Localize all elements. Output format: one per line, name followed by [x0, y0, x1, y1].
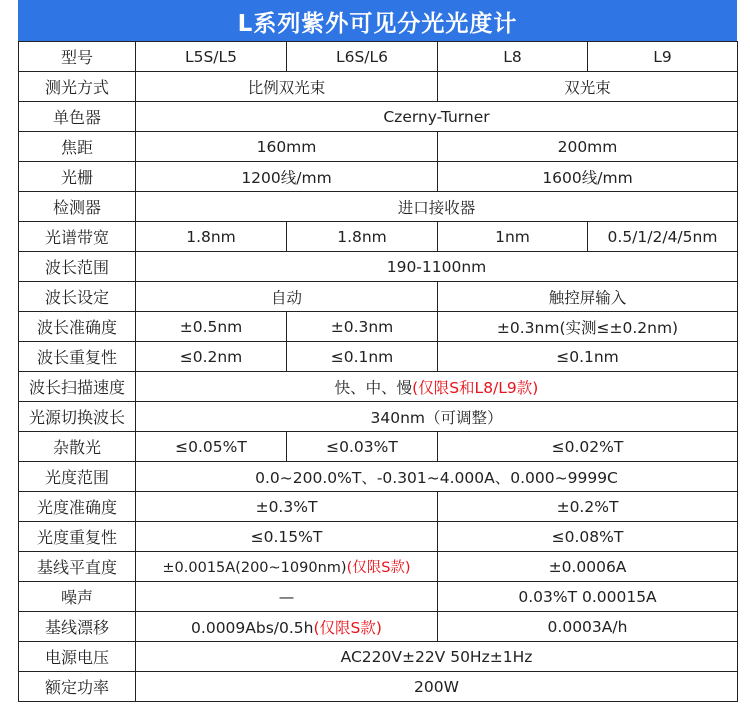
cell-value	[136, 552, 438, 582]
cell-value: ≤0.02%T	[438, 432, 738, 462]
cell-value: 0.03%T 0.00015A	[438, 582, 738, 612]
cell-value: 200W	[136, 672, 738, 702]
row-label: 光度范围	[19, 462, 136, 492]
cell-value: 1200线/mm	[136, 162, 438, 192]
table-row	[19, 552, 738, 582]
cell-value: 0.5/1/2/4/5nm	[588, 222, 738, 252]
row-label: 检测器	[19, 192, 136, 222]
cell-value: 160mm	[136, 132, 438, 162]
row-label: 额定功率	[19, 672, 136, 702]
cell-value: L8	[438, 42, 588, 72]
cell-value: 340nm（可调整）	[136, 402, 738, 432]
table-row	[19, 582, 738, 612]
cell-value: 0.0003A/h	[438, 612, 738, 642]
table-row	[19, 132, 738, 162]
cell-value: —	[136, 582, 438, 612]
cell-value: Czerny-Turner	[136, 102, 738, 132]
row-label: 波长重复性	[19, 342, 136, 372]
table-row	[19, 312, 738, 342]
row-label: 噪声	[19, 582, 136, 612]
table-row	[19, 522, 738, 552]
baseline-drift-note: (仅限S款)	[313, 618, 382, 637]
cell-value	[136, 612, 438, 642]
cell-value: 1.8nm	[287, 222, 438, 252]
scan-speed-value: 快、中、慢	[334, 378, 413, 397]
row-label: 测光方式	[19, 72, 136, 102]
table-row	[19, 192, 738, 222]
row-label: 光谱带宽	[19, 222, 136, 252]
table-row	[19, 642, 738, 672]
cell-value: ±0.3%T	[136, 492, 438, 522]
cell-value: 比例双光束	[136, 72, 438, 102]
cell-value: ±0.3nm	[287, 312, 438, 342]
cell-value: ≤0.1nm	[287, 342, 438, 372]
cell-value: 1.8nm	[136, 222, 287, 252]
baseline-flat-value: ±0.0015A(200~1090nm)	[162, 560, 347, 576]
table-row	[19, 42, 738, 72]
cell-value: ≤0.08%T	[438, 522, 738, 552]
row-label: 杂散光	[19, 432, 136, 462]
row-label: 光度重复性	[19, 522, 136, 552]
row-label: 波长范围	[19, 252, 136, 282]
table-row	[19, 102, 738, 132]
cell-value: ±0.0006A	[438, 552, 738, 582]
cell-value: ±0.5nm	[136, 312, 287, 342]
spec-table	[18, 41, 738, 702]
cell-value: 1nm	[438, 222, 588, 252]
cell-value: AC220V±22V 50Hz±1Hz	[136, 642, 738, 672]
row-label: 单色器	[19, 102, 136, 132]
row-label: 光度准确度	[19, 492, 136, 522]
row-label: 电源电压	[19, 642, 136, 672]
cell-value: ≤0.05%T	[136, 432, 287, 462]
cell-value: 190-1100nm	[136, 252, 738, 282]
cell-value: L5S/L5	[136, 42, 287, 72]
cell-value: ±0.3nm(实测≤±0.2nm)	[438, 312, 738, 342]
cell-value: 1600线/mm	[438, 162, 738, 192]
page-title: L系列紫外可见分光光度计	[18, 0, 737, 42]
table-row	[19, 342, 738, 372]
scan-speed-note: (仅限S和L8/L9款)	[412, 378, 539, 397]
cell-value: 200mm	[438, 132, 738, 162]
row-label: 光源切换波长	[19, 402, 136, 432]
row-label: 基线漂移	[19, 612, 136, 642]
cell-value: L6S/L6	[287, 42, 438, 72]
row-label: 基线平直度	[19, 552, 136, 582]
table-row	[19, 222, 738, 252]
row-label: 波长扫描速度	[19, 372, 136, 402]
table-row	[19, 162, 738, 192]
row-label: 型号	[19, 42, 136, 72]
table-row	[19, 372, 738, 402]
cell-value: 双光束	[438, 72, 738, 102]
table-row	[19, 72, 738, 102]
cell-value: L9	[588, 42, 738, 72]
table-row	[19, 252, 738, 282]
cell-value: 0.0~200.0%T、-0.301~4.000A、0.000~9999C	[136, 462, 738, 492]
cell-value: 触控屏输入	[438, 282, 738, 312]
cell-value: ≤0.03%T	[287, 432, 438, 462]
table-row	[19, 402, 738, 432]
cell-value: 自动	[136, 282, 438, 312]
table-row	[19, 612, 738, 642]
cell-value: ±0.2%T	[438, 492, 738, 522]
row-label: 焦距	[19, 132, 136, 162]
cell-value	[136, 372, 738, 402]
table-row	[19, 462, 738, 492]
row-label: 波长准确度	[19, 312, 136, 342]
table-row	[19, 282, 738, 312]
baseline-drift-value: 0.0009Abs/0.5h	[191, 618, 314, 637]
cell-value: ≤0.2nm	[136, 342, 287, 372]
table-row	[19, 672, 738, 702]
table-row	[19, 492, 738, 522]
baseline-flat-note: (仅限S款)	[346, 560, 411, 576]
cell-value: ≤0.1nm	[438, 342, 738, 372]
cell-value: ≤0.15%T	[136, 522, 438, 552]
table-row	[19, 432, 738, 462]
cell-value: 进口接收器	[136, 192, 738, 222]
row-label: 光栅	[19, 162, 136, 192]
row-label: 波长设定	[19, 282, 136, 312]
